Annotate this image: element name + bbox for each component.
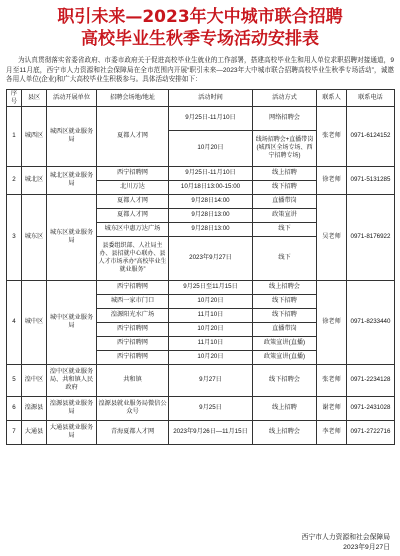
organizer-cell: 城西区就业服务局 [47, 106, 97, 166]
mode-cell: 线上招聘会 [253, 420, 317, 444]
phone-cell: 0971-2234128 [347, 364, 395, 396]
contact-cell: 李老师 [317, 420, 347, 444]
time-cell: 9月28日13:00 [169, 208, 253, 222]
venue-cell: 北川万达 [97, 180, 169, 194]
table-header-row [7, 89, 395, 106]
contact-cell: 张老师 [317, 106, 347, 166]
table-row [7, 396, 395, 420]
time-cell: 9月25日-11月10日 [169, 166, 253, 180]
organizer-cell: 城东区就业服务局 [47, 194, 97, 280]
phone-cell: 0971-5131285 [347, 166, 395, 194]
district-cell: 湟源县 [22, 396, 47, 420]
footer-organization: 西宁市人力资源和社会保障局 [301, 534, 390, 541]
organizer-cell: 湟中区就业服务局、共和镇人民政府 [47, 364, 97, 396]
row-number-cell: 4 [7, 280, 22, 364]
phone-cell: 0971-8176922 [347, 194, 395, 280]
time-cell: 10月20日 [169, 350, 253, 364]
venue-cell: 西宁招聘网 [97, 280, 169, 294]
row-number-cell: 7 [7, 420, 22, 444]
contact-cell: 吴老师 [317, 194, 347, 280]
district-cell: 湟中区 [22, 364, 47, 396]
organizer-cell: 湟源县就业服务局 [47, 396, 97, 420]
time-cell: 9月25日-11月10日 [169, 106, 253, 130]
mode-cell: 直播带岗 [253, 322, 317, 336]
time-cell: 9月25日至11月15日 [169, 280, 253, 294]
row-number-cell: 1 [7, 106, 22, 166]
title-line-2: 高校毕业生秋季专场活动安排表 [81, 29, 319, 49]
venue-cell: 夏都人才网 [97, 208, 169, 222]
table-row [7, 106, 395, 130]
mode-cell: 线上招聘 [253, 396, 317, 420]
row-number-cell: 6 [7, 396, 22, 420]
venue-cell: 城西一家市门口 [97, 294, 169, 308]
mode-cell: 线下招聘会 [253, 364, 317, 396]
header-cell: 县区 [22, 89, 47, 106]
mode-cell: 线上招聘 [253, 166, 317, 180]
organizer-cell: 大通县就业服务局 [47, 420, 97, 444]
time-cell: 9月27日 [169, 364, 253, 396]
venue-cell: 西宁招聘网 [97, 350, 169, 364]
mode-cell: 线下招聘 [253, 180, 317, 194]
row-number-cell: 2 [7, 166, 22, 194]
header-cell: 招聘会场地/地址 [97, 89, 169, 106]
time-cell: 11月10日 [169, 336, 253, 350]
schedule-table [6, 89, 395, 445]
venue-cell: 县委组织部、人社局主办、县招就中心联办、县人才市场承办“高校毕业生就业服务” [97, 236, 169, 280]
table-row [7, 194, 395, 208]
time-cell: 10月20日 [169, 294, 253, 308]
mode-cell: 网络招聘会 [253, 106, 317, 130]
row-number-cell: 3 [7, 194, 22, 280]
venue-cell: 湟源县就业服务局微信公众号 [97, 396, 169, 420]
title-line-1: 职引未来—2023年大中城市联合招聘 [57, 7, 343, 27]
mode-cell: 线场招聘会+直播带岗(城西区全场专场、西宁招聘专场) [253, 130, 317, 166]
table-row [7, 420, 395, 444]
mode-cell: 线下 [253, 236, 317, 280]
venue-cell: 湟源阳光水广场 [97, 308, 169, 322]
footer-date: 2023年9月27日 [343, 544, 390, 551]
time-cell: 2023年9月27日 [169, 236, 253, 280]
venue-cell: 城东区中惠万达广场 [97, 222, 169, 236]
contact-cell: 徐老师 [317, 166, 347, 194]
time-cell: 10月20日 [169, 130, 253, 166]
district-cell: 城中区 [22, 280, 47, 364]
venue-cell: 西宁招聘网 [97, 322, 169, 336]
district-cell: 城西区 [22, 106, 47, 166]
header-cell: 活动时间 [169, 89, 253, 106]
table-row [7, 280, 395, 294]
venue-cell: 西宁招聘网 [97, 166, 169, 180]
contact-cell: 张老师 [317, 364, 347, 396]
time-cell: 9月28日14:00 [169, 194, 253, 208]
time-cell: 9月28日13:00 [169, 222, 253, 236]
contact-cell: 徐老师 [317, 280, 347, 364]
mode-cell: 政策宣讲(直播) [253, 350, 317, 364]
organizer-cell: 城北区就业服务局 [47, 166, 97, 194]
venue-cell: 西宁招聘网 [97, 336, 169, 350]
mode-cell: 直播带岗 [253, 194, 317, 208]
table-row [7, 166, 395, 180]
mode-cell: 政策宣讲(直播) [253, 336, 317, 350]
header-cell: 序号 [7, 89, 22, 106]
time-cell: 2023年9月26日—11月15日 [169, 420, 253, 444]
district-cell: 城北区 [22, 166, 47, 194]
phone-cell: 0971-2431028 [347, 396, 395, 420]
header-cell: 活动开展单位 [47, 89, 97, 106]
contact-cell: 谢老师 [317, 396, 347, 420]
time-cell: 11月10日 [169, 308, 253, 322]
mode-cell: 线下招聘 [253, 294, 317, 308]
header-cell: 联系电话 [347, 89, 395, 106]
venue-cell: 夏都人才网 [97, 194, 169, 208]
row-number-cell: 5 [7, 364, 22, 396]
intro-paragraph: 为认真贯彻落实省委省政府、市委市政府关于促进高校毕业生就业的工作部署，搭建高校毕业生和用人单位求职招聘对接通道，9月至11月底，西宁市人力资源和社会保障局在全市范围内开展“职引未来—2023年大中城市联合招聘高校毕业生秋季专场活动”，诚邀各用人单位(企业)和广大高校毕业生积极参与。具体活动安排如下： [6, 57, 394, 83]
venue-cell: 夏都人才网 [97, 106, 169, 166]
phone-cell: 0971-2722716 [347, 420, 395, 444]
time-cell: 10月18日13:00-15:00 [169, 180, 253, 194]
header-cell: 联系人 [317, 89, 347, 106]
mode-cell: 线上招聘会 [253, 280, 317, 294]
district-cell: 城东区 [22, 194, 47, 280]
table-row [7, 364, 395, 396]
phone-cell: 0971-8233440 [347, 280, 395, 364]
mode-cell: 政策宣讲 [253, 208, 317, 222]
mode-cell: 线下招聘 [253, 308, 317, 322]
venue-cell: 共和镇 [97, 364, 169, 396]
district-cell: 大通县 [22, 420, 47, 444]
time-cell: 10月20日 [169, 322, 253, 336]
venue-cell: 青海夏都人才网 [97, 420, 169, 444]
phone-cell: 0971-6124152 [347, 106, 395, 166]
time-cell: 9月25日 [169, 396, 253, 420]
mode-cell: 线下 [253, 222, 317, 236]
header-cell: 活动方式 [253, 89, 317, 106]
organizer-cell: 城中区就业服务局 [47, 280, 97, 364]
